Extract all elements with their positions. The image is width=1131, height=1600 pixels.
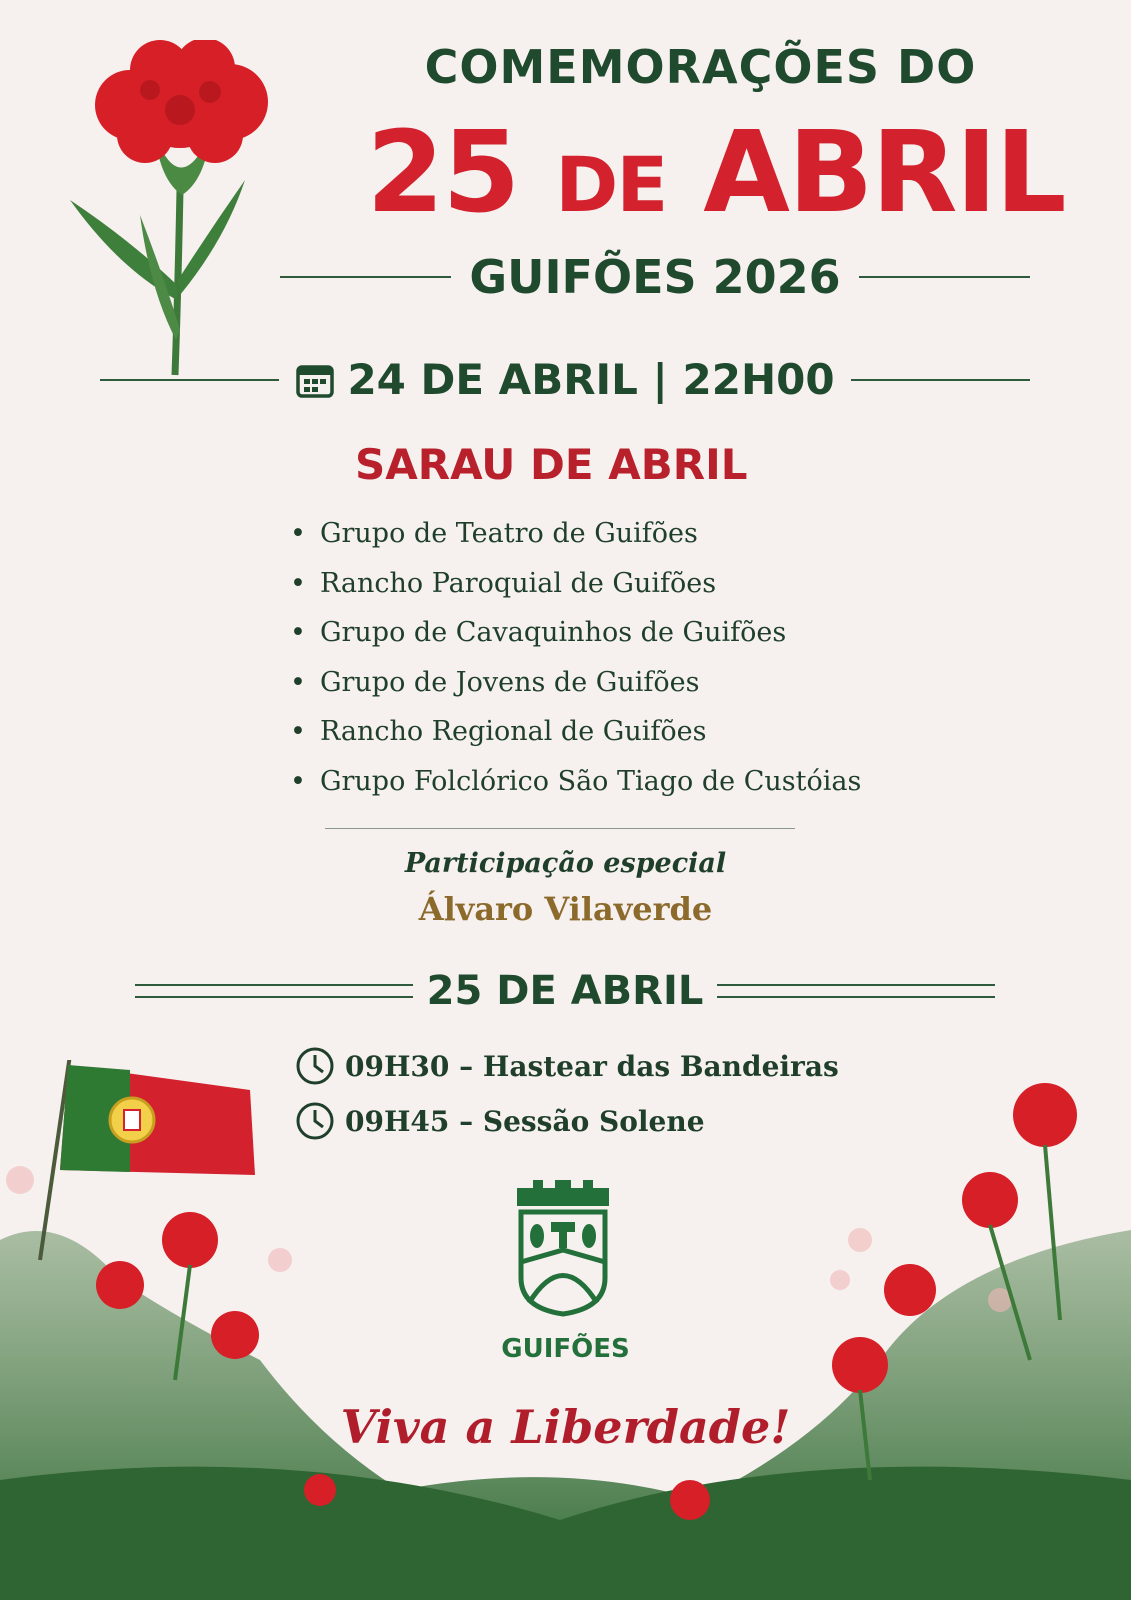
header-title — [300, 108, 1131, 238]
divider — [717, 984, 995, 998]
subtitle-row — [280, 250, 1030, 304]
guifoes-coat-of-arms-icon — [513, 1178, 613, 1318]
header-de: DE — [555, 140, 667, 229]
header-abril: ABRIL — [703, 108, 1065, 238]
divider — [859, 276, 1030, 278]
divider — [280, 276, 451, 278]
divider — [135, 984, 413, 998]
event2-date: 25 DE ABRIL — [426, 968, 704, 1014]
list-item: • Rancho Paroquial de Guifões — [290, 568, 861, 618]
divider — [325, 828, 795, 829]
schedule-text: 09H45 – Sessão Solene — [345, 1104, 705, 1138]
event1-title: SARAU DE ABRIL — [355, 440, 748, 489]
list-item: • Grupo de Cavaquinhos de Guifões — [290, 617, 861, 667]
list-item: • Grupo Folclórico São Tiago de Custóias — [290, 766, 861, 816]
event1-date: 24 DE ABRIL | 22H00 — [347, 355, 835, 404]
list-item: • Grupo de Jovens de Guifões — [290, 667, 861, 717]
participants-list — [290, 518, 861, 815]
slogan: Viva a Liberdade! — [340, 1400, 791, 1454]
header-line1: COMEMORAÇÕES DO — [424, 40, 977, 94]
divider — [851, 379, 1030, 381]
event1-date-row — [100, 355, 1030, 404]
schedule-text: 09H30 – Hastear das Bandeiras — [345, 1049, 839, 1083]
header-num: 25 — [366, 108, 519, 238]
carnation-illustration — [60, 40, 300, 380]
calendar-icon — [295, 361, 335, 399]
crowd-carnations-illustration — [0, 1060, 1131, 1600]
special-label: Participação especial — [404, 848, 727, 879]
subtitle: GUIFÕES 2026 — [469, 250, 841, 304]
logo-name: GUIFÕES — [501, 1334, 630, 1364]
list-item: • Rancho Regional de Guifões — [290, 716, 861, 766]
list-item: • Grupo de Teatro de Guifões — [290, 518, 861, 568]
special-name: Álvaro Vilaverde — [418, 890, 713, 928]
divider — [100, 379, 279, 381]
event2-date-row — [135, 968, 995, 1014]
